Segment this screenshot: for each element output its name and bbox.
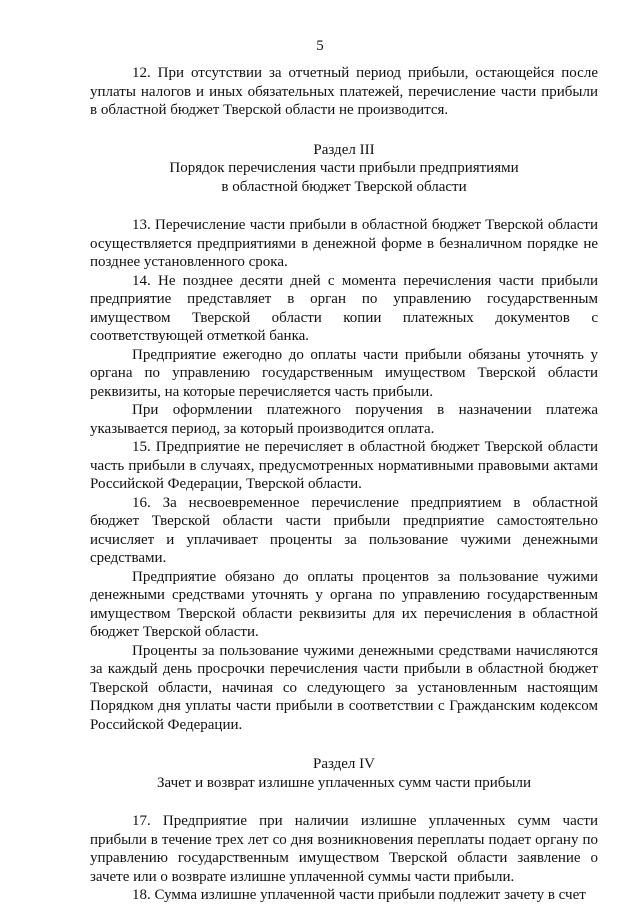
paragraph-14-details: Предприятие ежегодно до оплаты части прибыли обязаны уточнять у органа по управлению государственным имуществом Тверской области реквизиты, на которые перечисляется часть прибыли.	[90, 346, 598, 400]
paragraph-16-details: Предприятие обязано до оплаты процентов за пользование чужими денежными средствами уточнять у органа по управлению государственным имуществом Тверской области реквизиты для их перечисления в областной бюджет Тверской области.	[90, 568, 598, 640]
section-4-title: Зачет и возврат излишне уплаченных сумм части прибыли	[157, 774, 531, 791]
paragraph-16: 16. За несвоевременное перечисление предприятием в областной бюджет Тверской области части прибыли предприятие самостоятельно исчисляет и уплачивает проценты за пользование чужими денежными средствами.	[90, 494, 598, 566]
section-3-title-line-2: в областной бюджет Тверской области	[221, 178, 467, 195]
paragraph-14: 14. Не позднее десяти дней с момента перечисления части прибыли предприятие представляет в орган по управлению государственным имуществом Тверской области копии платежных документов с соответствующей отметкой банка.	[90, 272, 598, 344]
section-3-heading: Раздел III	[313, 141, 375, 158]
paragraph-12: 12. При отсутствии за отчетный период прибыли, остающейся после уплаты налогов и иных обязательных платежей, перечисление части прибыли в областной бюджет Тверской области не производится.	[90, 65, 598, 118]
document-body	[90, 64, 598, 905]
paragraph-14-payment: При оформлении платежного поручения в назначении платежа указывается период, за который производится оплата.	[90, 402, 598, 437]
paragraph-13: 13. Перечисление части прибыли в областной бюджет Тверской области осуществляется предприятиями в денежной форме в безналичном порядке не позднее установленного срока.	[90, 217, 598, 270]
section-3-title-line-1: Порядок перечисления части прибыли предприятиями	[169, 160, 519, 176]
paragraph-17: 17. Предприятие при наличии излишне уплаченных сумм части прибыли в течение трех лет со дня возникновения переплаты подает органу по управлению государственным имуществом Тверской области заявление о зачете или о возврате излишне уплаченной суммы части прибыли.	[90, 813, 598, 885]
paragraph-18: 18. Сумма излишне уплаченной части прибыли подлежит зачету в счет	[132, 887, 586, 903]
paragraph-15: 15. Предприятие не перечисляет в областной бюджет Тверской области часть прибыли в случаях, предусмотренных нормативными правовыми актами Российской Федерации, Тверской области.	[90, 439, 598, 492]
paragraph-16-interest: Проценты за пользование чужими денежными средствами начисляются за каждый день просрочки перечисления части прибыли в областной бюджет Тверской области, начиная со следующего за установленным настоящим Порядком дня уплаты части прибыли в соответствии с Гражданским кодексом Российской Федерации.	[90, 642, 598, 733]
page-number: 5	[316, 38, 324, 54]
section-4-heading: Раздел IV	[312, 756, 375, 772]
